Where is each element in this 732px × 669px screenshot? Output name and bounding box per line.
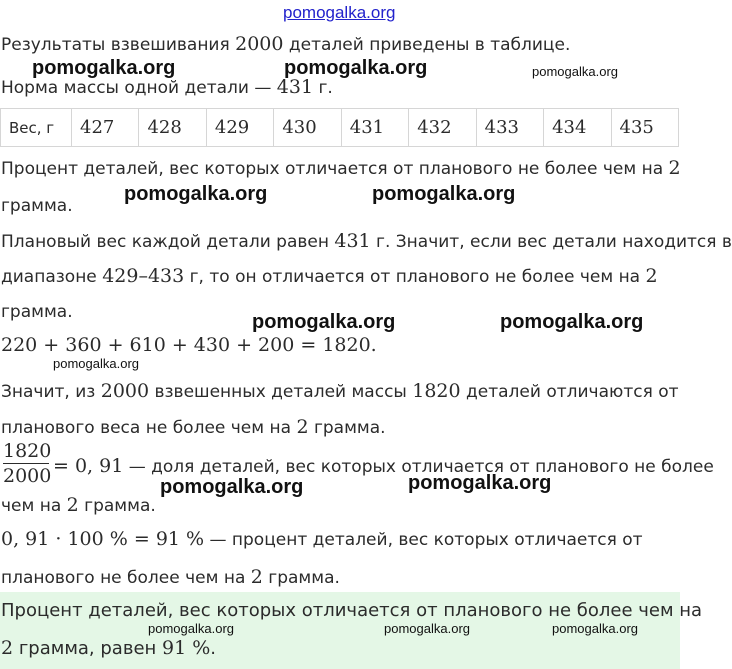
watermark: pomogalka.org [148, 621, 234, 636]
solution-value: 431 [334, 230, 371, 252]
fraction-result: = 0, 91 [53, 455, 124, 477]
solution-text: планового не более чем на [1, 568, 246, 588]
table-cell: 435 [611, 109, 679, 147]
watermark: pomogalka.org [53, 356, 139, 371]
watermark: pomogalka.org [32, 57, 176, 79]
question-line-1 [1, 157, 681, 179]
answer-text: Процент деталей, вес которых отличается от планового не более чем на [1, 600, 703, 621]
solution-range: 429–433 [102, 265, 185, 287]
answer-num: 2 [1, 637, 14, 659]
answer-line-1 [1, 600, 702, 621]
table-cell: 433 [476, 109, 543, 147]
solution-text: — процент деталей, вес которых отличается от [209, 530, 643, 550]
watermark: pomogalka.org [252, 311, 396, 333]
watermark: pomogalka.org [552, 621, 638, 636]
question-line-2 [1, 196, 73, 216]
watermark-top[interactable]: pomogalka.org [283, 3, 396, 22]
norm-unit: г. [318, 78, 333, 98]
question-num: 2 [668, 157, 681, 179]
intro-line-1 [1, 33, 570, 55]
solution-text: г. Значит, если вес детали находится в [376, 232, 732, 252]
table-cell: 429 [206, 109, 273, 147]
sum-formula: 220 + 360 + 610 + 430 + 200 = 1820. [1, 334, 377, 356]
watermark: pomogalka.org [500, 311, 644, 333]
norm-value: 431 [276, 76, 314, 98]
table-cell: 432 [409, 109, 476, 147]
fraction-bar [3, 463, 49, 464]
table-cell: 427 [72, 109, 139, 147]
watermark: pomogalka.org [408, 472, 552, 494]
solution-text: Плановый вес каждой детали равен [1, 232, 329, 252]
watermark: pomogalka.org [124, 183, 268, 205]
intro-total: 2000 [235, 33, 284, 55]
table-cell: 430 [274, 109, 341, 147]
watermark: pomogalka.org [284, 57, 428, 79]
solution-text: грамма. [313, 418, 386, 438]
solution-text: грамма. [1, 302, 73, 322]
solution-text: чем на [1, 496, 62, 516]
answer-text: грамма, равен [18, 638, 157, 659]
watermark: pomogalka.org [160, 476, 304, 498]
solution-line-5 [1, 416, 386, 438]
solution-line-3 [1, 302, 73, 322]
answer-end: . [210, 638, 217, 659]
table-cell: 431 [341, 109, 408, 147]
table-cell: 428 [139, 109, 206, 147]
solution-value: 1820 [412, 380, 461, 402]
watermark: pomogalka.org [532, 64, 618, 79]
intro-text: Результаты взвешивания [1, 35, 230, 55]
solution-text: Значит, из [1, 382, 96, 402]
solution-text: взвешенных деталей массы [154, 382, 407, 402]
solution-text: г, то он отличается от планового не более чем на [189, 267, 641, 287]
solution-line-2 [1, 265, 658, 287]
solution-line-4 [1, 380, 679, 402]
percent-formula: 0, 91 · 100 % = 91 % [1, 528, 205, 550]
solution-value: 2 [66, 494, 79, 516]
watermark: pomogalka.org [372, 183, 516, 205]
table-cell: 434 [544, 109, 611, 147]
solution-line-6 [53, 455, 714, 477]
solution-text: планового веса не более чем на [1, 418, 292, 438]
answer-value: 91 % [162, 637, 211, 659]
fraction-numerator: 1820 [3, 440, 52, 462]
solution-line-9 [1, 566, 340, 588]
solution-line-7 [1, 494, 156, 516]
table-header-cell: Вес, г [1, 109, 72, 147]
solution-value: 2 [296, 416, 309, 438]
fraction-denominator: 2000 [3, 465, 52, 487]
solution-value: 2 [250, 566, 263, 588]
solution-text: — доля деталей, вес которых отличается от планового не более [128, 457, 714, 477]
solution-text: грамма. [84, 496, 156, 516]
solution-value: 2 [645, 265, 658, 287]
solution-line-1 [1, 230, 732, 252]
fraction [3, 440, 52, 487]
solution-text: диапазоне [1, 267, 97, 287]
table-row [1, 109, 679, 147]
weights-table [0, 108, 679, 147]
solution-text: деталей отличаются от [466, 382, 679, 402]
solution-line-8 [1, 528, 643, 550]
question-tail: грамма. [1, 196, 73, 216]
watermark: pomogalka.org [384, 621, 470, 636]
answer-line-2 [1, 637, 216, 659]
solution-text: грамма. [268, 568, 340, 588]
solution-value: 2000 [100, 380, 150, 402]
question-text: Процент деталей, вес которых отличается от планового не более чем на [1, 159, 664, 179]
intro-text-b: деталей приведены в таблице. [288, 35, 571, 55]
norm-text: Норма массы одной детали — [1, 78, 272, 98]
